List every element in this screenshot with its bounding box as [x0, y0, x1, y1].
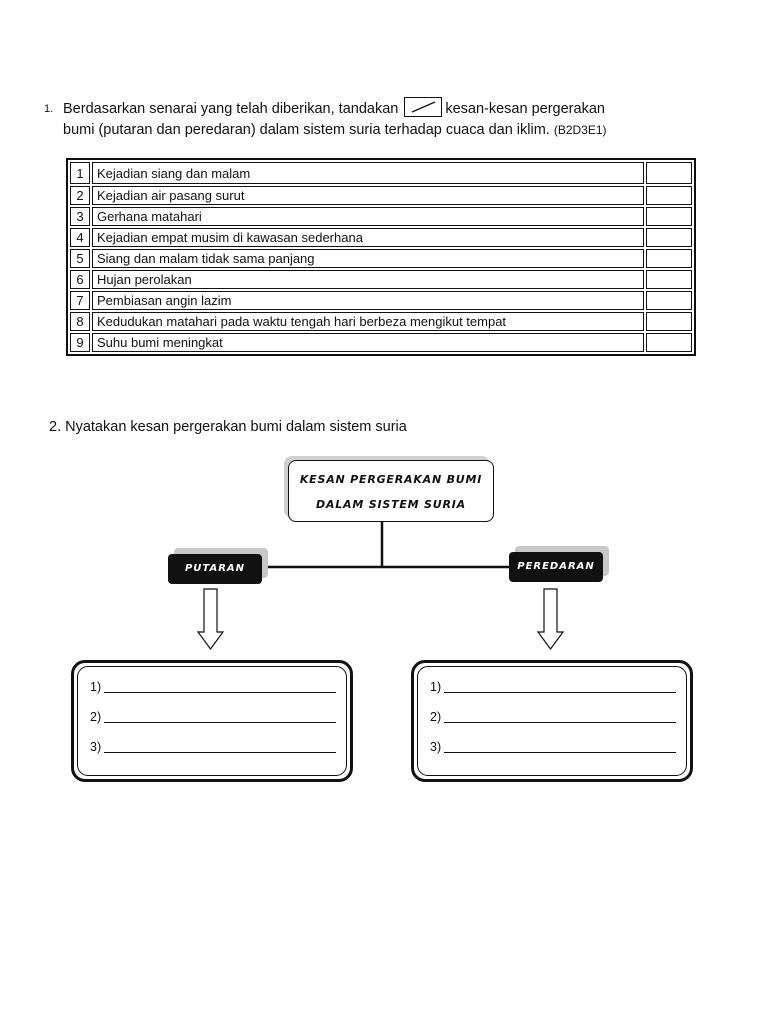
row-number: 4: [70, 228, 90, 247]
diagram-title-line-2: DALAM SISTEM SURIA: [315, 498, 466, 511]
table-row: [70, 249, 692, 268]
question-1-text-after: kesan-kesan pergerakan: [445, 101, 605, 117]
row-text: Gerhana matahari: [92, 207, 644, 226]
table-row: [70, 186, 692, 205]
row-text: Pembiasan angin lazim: [92, 291, 644, 310]
tick-box[interactable]: [646, 228, 692, 247]
revolution-answer-box: [411, 660, 693, 782]
row-number: 3: [70, 207, 90, 226]
row-text: Kejadian empat musim di kawasan sederhana: [92, 228, 644, 247]
tick-box[interactable]: [646, 186, 692, 205]
table-row: [70, 333, 692, 352]
row-number: 8: [70, 312, 90, 331]
diagram-title-line-1: KESAN PERGERAKAN BUMI: [299, 473, 483, 486]
table-row: [70, 270, 692, 289]
question-1-text-line-2: bumi (putaran dan peredaran) dalam sistem suria terhadap cuaca dan iklim.: [63, 122, 550, 138]
answer-label: 3): [430, 740, 442, 754]
question-2: 2. Nyatakan kesan pergerakan bumi dalam sistem suria: [49, 419, 407, 435]
answer-line[interactable]: [430, 680, 676, 694]
answer-label: 1): [430, 680, 442, 694]
rotation-answer-box: [71, 660, 353, 782]
row-number: 9: [70, 333, 90, 352]
answer-blank[interactable]: [444, 692, 676, 693]
tick-box[interactable]: [646, 333, 692, 352]
answer-blank[interactable]: [444, 752, 676, 753]
row-text: Siang dan malam tidak sama panjang: [92, 249, 644, 268]
answer-line[interactable]: [90, 740, 336, 754]
table-row: [70, 207, 692, 226]
answer-blank[interactable]: [444, 722, 676, 723]
table-row: [70, 291, 692, 310]
question-1-line-1: [63, 97, 605, 120]
row-text: Hujan perolakan: [92, 270, 644, 289]
row-text: Kejadian air pasang surut: [92, 186, 644, 205]
arrow-down-left-icon: [198, 589, 223, 649]
answer-line[interactable]: [430, 740, 676, 754]
arrow-down-right-icon: [538, 589, 563, 649]
row-number: 5: [70, 249, 90, 268]
revolution-label: PEREDARAN: [509, 552, 603, 582]
row-number: 1: [70, 162, 90, 184]
row-text: Kejadian siang dan malam: [92, 162, 644, 184]
table-row: [70, 312, 692, 331]
answer-label: 2): [90, 710, 102, 724]
row-number: 2: [70, 186, 90, 205]
rotation-label: PUTARAN: [168, 554, 262, 584]
answer-label: 2): [430, 710, 442, 724]
row-text: Kedudukan matahari pada waktu tengah hari berbeza mengikut tempat: [92, 312, 644, 331]
answer-blank[interactable]: [104, 752, 336, 753]
row-number: 7: [70, 291, 90, 310]
tick-box[interactable]: [646, 270, 692, 289]
tick-box[interactable]: [646, 207, 692, 226]
tick-box[interactable]: [646, 162, 692, 184]
row-number: 6: [70, 270, 90, 289]
row-text: Suhu bumi meningkat: [92, 333, 644, 352]
tick-box[interactable]: [646, 249, 692, 268]
table-row: [70, 162, 692, 184]
tick-box[interactable]: [646, 291, 692, 310]
question-1-number: 1.: [44, 103, 54, 115]
table-row: [70, 228, 692, 247]
tick-box[interactable]: [646, 312, 692, 331]
question-1-code: (B2D3E1): [553, 123, 607, 137]
answer-blank[interactable]: [104, 692, 336, 693]
question-1-line-2: [63, 119, 607, 141]
answer-label: 1): [90, 680, 102, 694]
question-1-text-before: Berdasarkan senarai yang telah diberikan, tandakan: [63, 101, 399, 117]
effects-table: [66, 158, 696, 356]
answer-line[interactable]: [90, 680, 336, 694]
answer-line[interactable]: [430, 710, 676, 724]
answer-line[interactable]: [90, 710, 336, 724]
answer-blank[interactable]: [104, 722, 336, 723]
tick-sample-icon: [404, 97, 442, 117]
diagram-title-box: [288, 460, 494, 522]
answer-label: 3): [90, 740, 102, 754]
